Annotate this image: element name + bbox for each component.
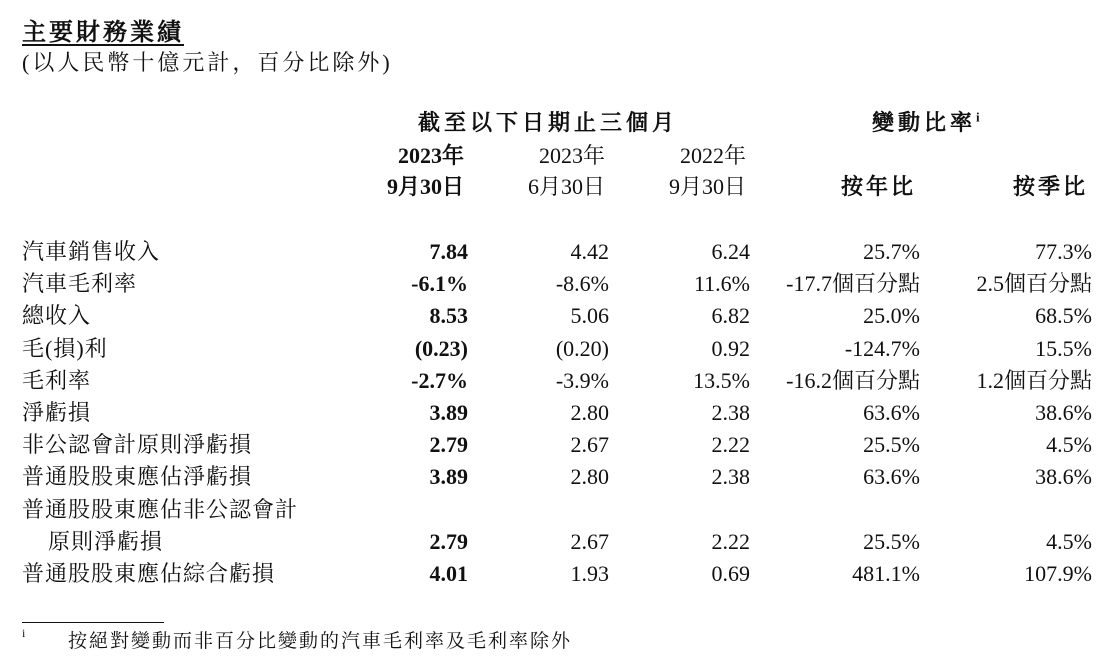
cell-yoy: -17.7個百分點: [786, 271, 920, 297]
col-q3-2023-year: 2023年: [397, 143, 464, 168]
col-q2-2023-date: 6月30日: [527, 174, 605, 199]
table-row: [22, 397, 1092, 429]
cell-yoy: 25.7%: [863, 239, 920, 264]
row-label: 普通股股東應佔非公認會計: [22, 496, 299, 522]
row-label: 總收入: [22, 303, 92, 329]
cell-yoy: 25.5%: [863, 432, 920, 458]
cell-q3-2023: (0.23): [414, 335, 468, 361]
row-label: 非公認會計原則淨虧損: [22, 432, 253, 458]
row-label: 毛利率: [22, 367, 92, 393]
cell-q2-2023: -3.9%: [555, 367, 609, 393]
table-row: [22, 268, 1092, 300]
footnote-text: 按絕對變動而非百分比變動的汽車毛利率及毛利率除外: [68, 631, 573, 652]
row-label: 普通股股東應佔淨虧損: [22, 464, 253, 490]
cell-q3-2022: 6.82: [711, 303, 750, 329]
footnote-mark: i: [22, 626, 26, 640]
cell-q3-2022: 2.38: [711, 464, 750, 490]
cell-q3-2022: 13.5%: [693, 367, 750, 393]
cell-q3-2023: -6.1%: [411, 271, 468, 297]
row-label-continuation: 原則淨虧損: [48, 528, 164, 554]
cell-q2-2023: 4.42: [570, 239, 609, 264]
cell-q3-2023: 7.84: [429, 239, 468, 264]
cell-yoy: -16.2個百分點: [786, 367, 920, 393]
cell-q2-2023: 2.80: [570, 464, 609, 490]
row-label: 淨虧損: [22, 399, 92, 425]
row-label: 毛(損)利: [22, 335, 108, 361]
cell-q2-2023: 2.67: [570, 528, 609, 554]
row-label: 普通股股東應佔綜合虧損: [22, 560, 276, 586]
cell-qoq: 68.5%: [1035, 303, 1092, 329]
col-yoy: 按年比: [840, 174, 916, 199]
cell-q3-2022: 2.22: [711, 528, 750, 554]
cell-q2-2023: (0.20): [555, 335, 609, 361]
table-row: [22, 461, 1092, 493]
cell-q3-2022: 0.69: [711, 560, 750, 586]
row-label: 汽車銷售收入: [22, 239, 161, 264]
table-row: [22, 236, 1092, 268]
cell-qoq: 15.5%: [1035, 335, 1092, 361]
document-subtitle: (以人民幣十億元計，百分比除外): [22, 50, 393, 75]
cell-q2-2023: 2.67: [570, 432, 609, 458]
table-row: [22, 365, 1092, 397]
cell-q3-2023: 3.89: [429, 399, 468, 425]
footnote-divider: [22, 622, 164, 623]
cell-yoy: 63.6%: [863, 464, 920, 490]
cell-qoq: 38.6%: [1035, 464, 1092, 490]
cell-qoq: 38.6%: [1035, 399, 1092, 425]
cell-qoq: 4.5%: [1046, 528, 1092, 554]
cell-qoq: 107.9%: [1024, 560, 1092, 586]
cell-qoq: 4.5%: [1046, 432, 1092, 458]
table-row: [22, 300, 1092, 332]
cell-yoy: 25.5%: [863, 528, 920, 554]
cell-yoy: 63.6%: [863, 399, 920, 425]
cell-q2-2023: 5.06: [570, 303, 609, 329]
table-row: [22, 429, 1092, 461]
financial-results-table: [22, 236, 1092, 590]
cell-qoq: 2.5個百分點: [976, 271, 1092, 297]
cell-q3-2022: 0.92: [711, 335, 750, 361]
col-qoq: 按季比: [1012, 174, 1088, 199]
cell-q3-2022: 2.38: [711, 399, 750, 425]
table-row: [22, 558, 1092, 590]
footnote-reference: i: [976, 109, 980, 125]
col-q3-2023-date: 9月30日: [386, 174, 464, 199]
cell-yoy: -124.7%: [844, 335, 920, 361]
cell-qoq: 77.3%: [1035, 239, 1092, 264]
table-row: [22, 494, 1092, 558]
cell-qoq: 1.2個百分點: [976, 367, 1092, 393]
cell-yoy: 25.0%: [863, 303, 920, 329]
change-ratio-label: 變動比率: [872, 110, 977, 135]
cell-q3-2023: 3.89: [429, 464, 468, 490]
col-q2-2023-year: 2023年: [538, 143, 605, 168]
cell-q3-2022: 2.22: [711, 432, 750, 458]
cell-q2-2023: 2.80: [570, 399, 609, 425]
cell-q3-2022: 6.24: [711, 239, 750, 264]
cell-q3-2023: -2.7%: [411, 367, 468, 393]
cell-q3-2023: 8.53: [429, 303, 468, 329]
table-row: [22, 333, 1092, 365]
cell-yoy: 481.1%: [852, 560, 920, 586]
row-label: 汽車毛利率: [22, 271, 138, 297]
cell-q2-2023: 1.93: [570, 560, 609, 586]
cell-q3-2023: 2.79: [429, 528, 468, 554]
document-title: 主要財務業績: [22, 20, 184, 46]
period-group-header: 截至以下日期止三個月: [418, 110, 679, 135]
cell-q2-2023: -8.6%: [555, 271, 609, 297]
change-ratio-header: [872, 108, 980, 138]
cell-q3-2023: 4.01: [429, 560, 468, 586]
cell-q3-2022: 11.6%: [693, 271, 750, 297]
cell-q3-2023: 2.79: [429, 432, 468, 458]
col-q3-2022-year: 2022年: [679, 143, 746, 168]
col-q3-2022-date: 9月30日: [668, 174, 746, 199]
